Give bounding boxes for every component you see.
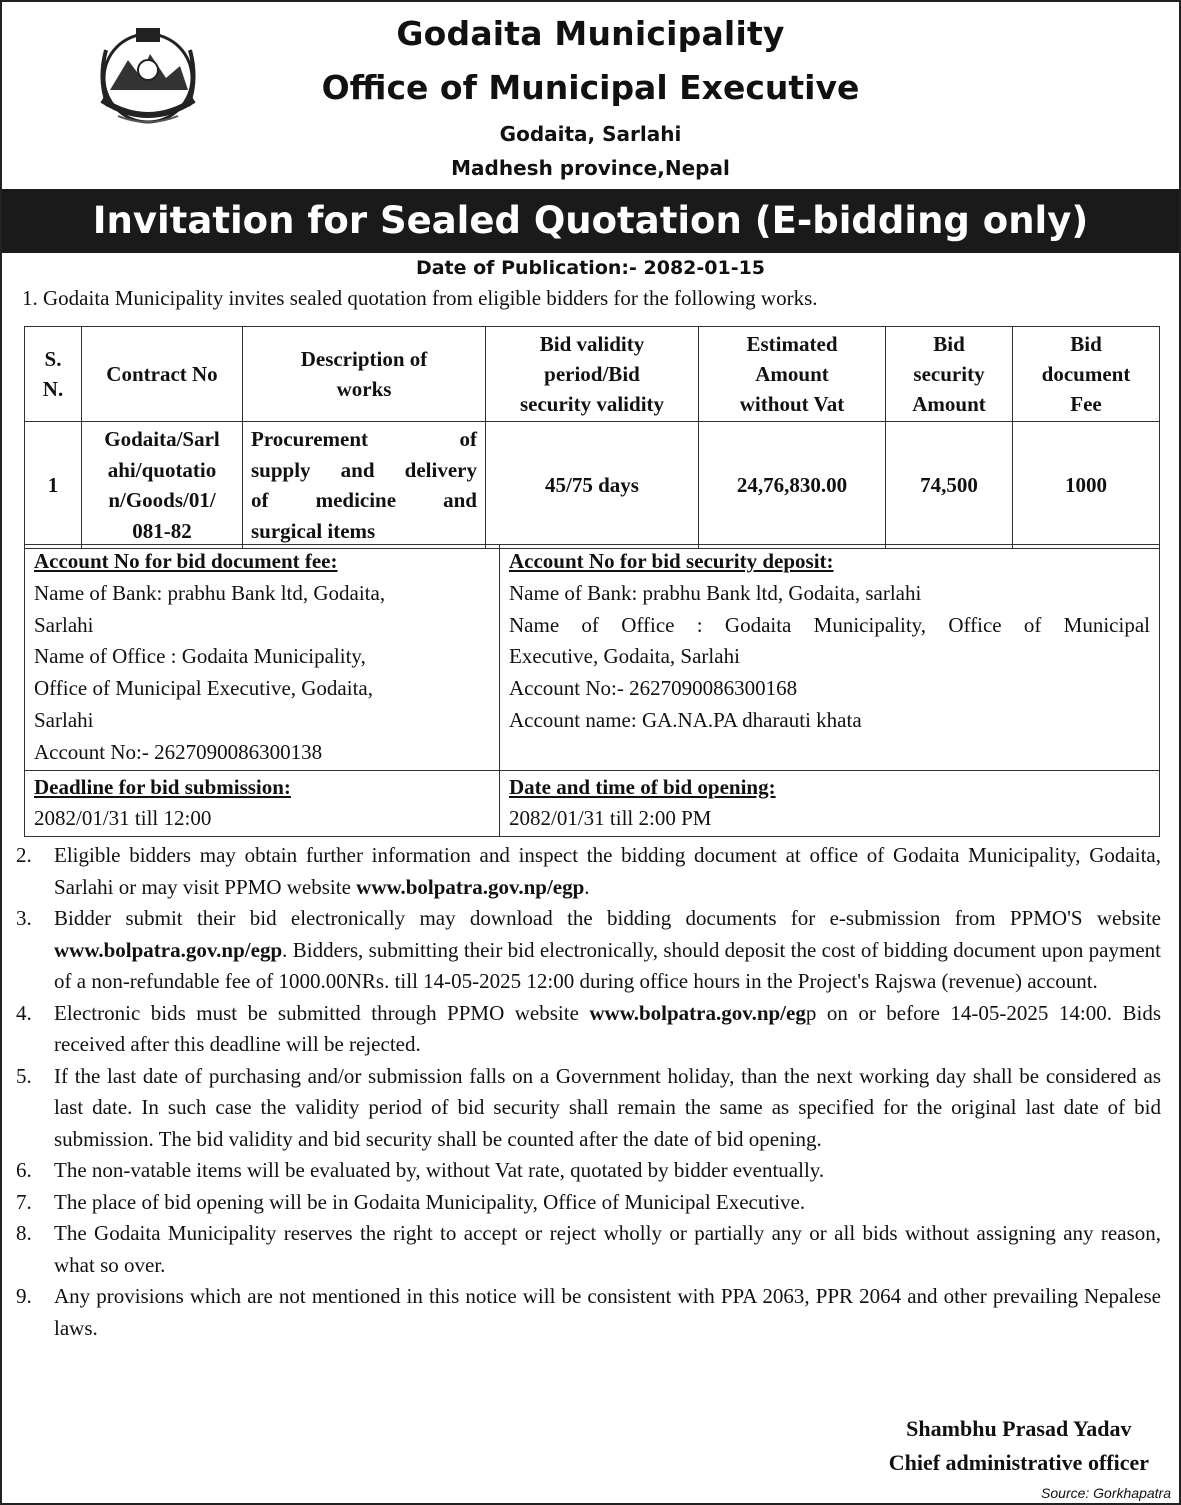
intro-paragraph: 1. Godaita Municipality invites sealed quotation from eligible bidders for the following works. bbox=[22, 286, 818, 310]
ppmo-link[interactable]: www.bolpatra.gov.np/egp bbox=[356, 874, 585, 899]
office-location: Godaita, Sarlahi bbox=[499, 122, 682, 146]
office-province: Madhesh province,Nepal bbox=[451, 156, 730, 180]
header-validity: Bid validity period/Bid security validity bbox=[486, 327, 699, 422]
row-validity: 45/75 days bbox=[486, 422, 699, 549]
notice-header bbox=[2, 2, 1179, 188]
fee-account-cell bbox=[25, 545, 500, 771]
header-contract: Contract No bbox=[82, 327, 243, 422]
notice-items-list bbox=[16, 840, 1161, 1344]
header-sn: S. N. bbox=[25, 327, 82, 422]
table-header-row bbox=[25, 327, 1160, 422]
office-name: Office of Municipal Executive bbox=[321, 68, 860, 107]
fee-account-line: Office of Municipal Executive, Godaita, bbox=[34, 676, 373, 701]
list-item: 2. Eligible bidders may obtain further information and inspect the bidding document at office of Godaita Municipality, Godaita, Sarlahi or may visit PPMO website www.bolpatra.gov.np/egp. bbox=[16, 843, 1161, 899]
row-contract: Godaita/Sarl ahi/quotatio n/Goods/01/ 081-82 bbox=[82, 422, 243, 549]
fee-account-line: Sarlahi bbox=[34, 707, 94, 732]
header-fee: Bid document Fee bbox=[1013, 327, 1160, 422]
row-amount: 24,76,830.00 bbox=[699, 422, 886, 549]
source-credit: Source: Gorkhapatra bbox=[1041, 1485, 1171, 1501]
security-account-number: Account No:- 2627090086300168 bbox=[509, 676, 798, 701]
security-account-name: Account name: GA.NA.PA dharauti khata bbox=[509, 707, 862, 732]
deadline-title: Deadline for bid submission: bbox=[34, 774, 291, 799]
municipality-name: Godaita Municipality bbox=[396, 14, 785, 53]
security-account-line: Name of Bank: prabhu Bank ltd, Godaita, sarlahi bbox=[509, 580, 922, 605]
row-fee: 1000 bbox=[1013, 422, 1160, 549]
security-account-title: Account No for bid security deposit: bbox=[509, 549, 834, 573]
security-account-line: Executive, Godaita, Sarlahi bbox=[509, 644, 740, 669]
header-amount: Estimated Amount without Vat bbox=[699, 327, 886, 422]
accounts-table bbox=[24, 544, 1160, 837]
fee-account-line: Name of Office : Godaita Municipality, bbox=[34, 644, 366, 669]
notice-title-banner: Invitation for Sealed Quotation (E-bidding only) bbox=[2, 189, 1179, 253]
list-item: 4. Electronic bids must be submitted through PPMO website www.bolpatra.gov.np/egp on or before 14-05-2025 14:00. Bids received after this deadline will be rejected. bbox=[16, 1000, 1161, 1056]
fee-account-number: Account No:- 2627090086300138 bbox=[34, 739, 323, 764]
opening-title: Date and time of bid opening: bbox=[509, 774, 776, 799]
list-item: 5. If the last date of purchasing and/or submission falls on a Government holiday, than the next working day shall be considered as last date. In such case the validity period of bid security shall remain the same as specified for the original last date of bid submission. The bid validity and bid security shall be counted after the date of bid opening. bbox=[16, 1063, 1161, 1151]
row-security: 74,500 bbox=[886, 422, 1013, 549]
opening-value: 2082/01/31 till 2:00 PM bbox=[509, 806, 712, 831]
publication-date: Date of Publication:- 2082-01-15 bbox=[415, 257, 766, 279]
list-item: 8. The Godaita Municipality reserves the right to accept or reject wholly or partially any or all bids without assigning any reason, what so over. bbox=[16, 1221, 1161, 1277]
header-description: Description of works bbox=[243, 327, 486, 422]
list-item: 9. Any provisions which are not mentioned in this notice will be consistent with PPA 2063, PPR 2064 and other prevailing Nepalese laws. bbox=[16, 1284, 1161, 1340]
signature-block bbox=[889, 1412, 1149, 1480]
list-item: 7. The place of bid opening will be in Godaita Municipality, Office of Municipal Executive. bbox=[16, 1189, 806, 1214]
bid-table bbox=[24, 326, 1160, 549]
fee-account-title: Account No for bid document fee: bbox=[34, 549, 338, 573]
row-sn: 1 bbox=[25, 422, 82, 549]
fee-account-line: Name of Bank: prabhu Bank ltd, Godaita, bbox=[34, 580, 386, 605]
ppmo-link[interactable]: www.bolpatra.gov.np/egp bbox=[54, 937, 283, 962]
deadline-value: 2082/01/31 till 12:00 bbox=[34, 806, 212, 831]
row-description: Procurement of supply and delivery of medicine and surgical items bbox=[243, 422, 486, 549]
security-account-line: Name of Office : Godaita Municipality, Office of Municipal bbox=[509, 612, 1150, 637]
list-item: 6. The non-vatable items will be evaluated by, without Vat rate, quotated by bidder eventually. bbox=[16, 1158, 825, 1182]
security-account-cell bbox=[500, 545, 1160, 771]
ppmo-link[interactable]: www.bolpatra.gov.np/eg bbox=[589, 1000, 806, 1025]
signatory-name: Shambhu Prasad Yadav bbox=[906, 1416, 1132, 1441]
list-item: 3. Bidder submit their bid electronically may download the bidding documents for e-submission from PPMO'S website www.bolpatra.gov.np/egp. Bidders, submitting their bid electronically, should deposit the cost of bidding document upon payment of a non-refundable fee of 1000.00NRs. till 14-05-2025 12:00 during office hours in the Project's Rajswa (revenue) account. bbox=[16, 906, 1161, 993]
signatory-title: Chief administrative officer bbox=[888, 1450, 1149, 1475]
deadline-cell bbox=[25, 770, 500, 837]
header-security: Bid security Amount bbox=[886, 327, 1013, 422]
fee-account-line: Sarlahi bbox=[34, 612, 94, 637]
table-row bbox=[25, 422, 1160, 549]
opening-cell bbox=[500, 770, 1160, 837]
